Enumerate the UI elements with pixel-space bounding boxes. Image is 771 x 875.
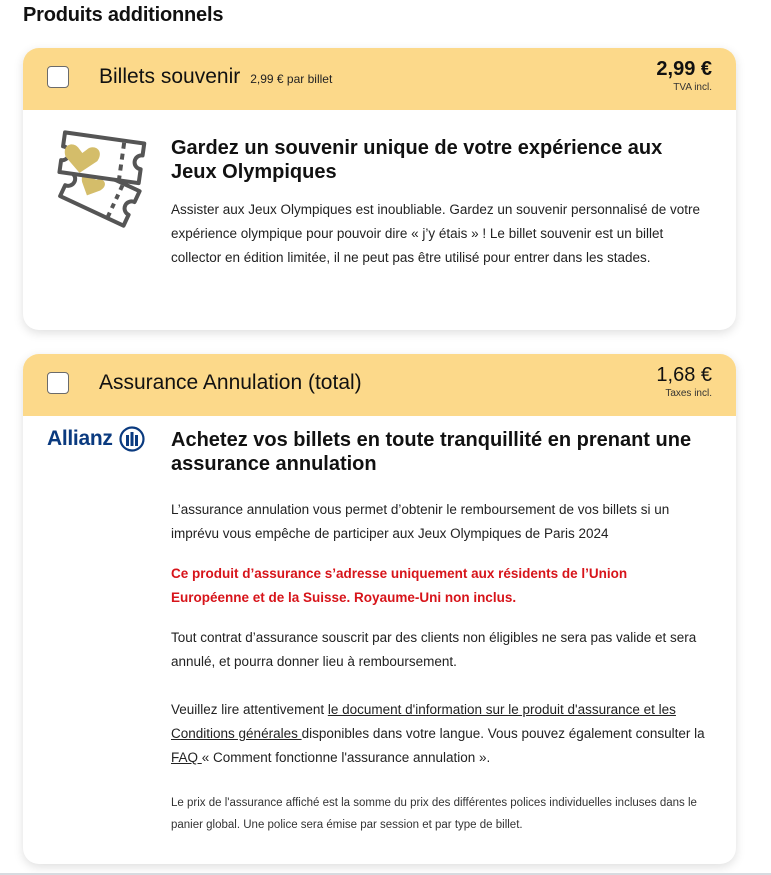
insurance-para-2: Tout contrat d’assurance souscrit par des clients non éligibles ne sera pas valide et sera annulé, et pourra donner lieu à remboursement.: [171, 630, 697, 669]
product-body: [171, 136, 706, 270]
allianz-logo: [47, 426, 145, 452]
product-headline: Gardez un souvenir unique de votre expérience aux Jeux Olympiques: [171, 137, 663, 183]
faq-link[interactable]: FAQ: [171, 750, 202, 765]
para3-middle: disponibles dans votre langue. Vous pouvez également consulter la: [301, 726, 705, 741]
product-body: [171, 428, 706, 836]
price: 1,68 €: [656, 364, 712, 386]
insurance-checkbox[interactable]: [47, 372, 69, 394]
tax-note: Taxes incl.: [665, 388, 712, 399]
product-title: [99, 65, 332, 89]
allianz-wordmark: Allianz: [47, 427, 113, 450]
unit-price: 2,99 € par billet: [250, 72, 333, 86]
section-title: Produits additionnels: [23, 4, 224, 26]
product-title: Assurance Annulation (total): [99, 371, 362, 394]
product-header: [23, 354, 736, 416]
insurance-para-1: L’assurance annulation vous permet d’obtenir le remboursement de vos billets si un imprévu vous empêche de participer aux Jeux Olympiques de Paris 2024: [171, 502, 670, 541]
insurance-footnote: Le prix de l'assurance affiché est la somme du prix des différentes polices individuelles incluses dans le panier global. Une police sera émise par session et par type de billet.: [171, 797, 697, 831]
para3-prefix: Veuillez lire attentivement: [171, 702, 328, 717]
price-box: [656, 362, 712, 400]
tax-note: TVA incl.: [673, 82, 712, 93]
insurance-documents-link[interactable]: le document d'information sur le produit d'assurance et les Conditions générales: [171, 702, 676, 741]
product-card-insurance: [23, 354, 736, 864]
price-box: [656, 56, 712, 94]
product-description: Assister aux Jeux Olympiques est inoubliable. Gardez un souvenir personnalisé de votre expérience olympique pour pouvoir dire « j’y étais » ! Le billet souvenir est un billet collector en édition limitée, il ne peut pas être utilisé pour entrer dans les stades.: [171, 202, 701, 265]
product-card-souvenir: [23, 48, 736, 330]
para3-suffix: « Comment fonctionne l'assurance annulation ».: [201, 750, 491, 765]
insurance-para-3: [171, 698, 706, 770]
product-title-text: Billets souvenir: [99, 65, 241, 88]
price: 2,99 €: [656, 58, 712, 80]
eligibility-warning: Ce produit d’assurance s’adresse uniquement aux résidents de l’Union Européenne et de la Suisse. Royaume-Uni non inclus.: [171, 566, 628, 605]
product-header: [23, 48, 736, 110]
product-headline: Achetez vos billets en toute tranquillité en prenant une assurance annulation: [171, 429, 692, 475]
ticket-souvenir-icon: [47, 124, 159, 236]
souvenir-checkbox[interactable]: [47, 66, 69, 88]
allianz-eagle-icon: [119, 426, 145, 452]
